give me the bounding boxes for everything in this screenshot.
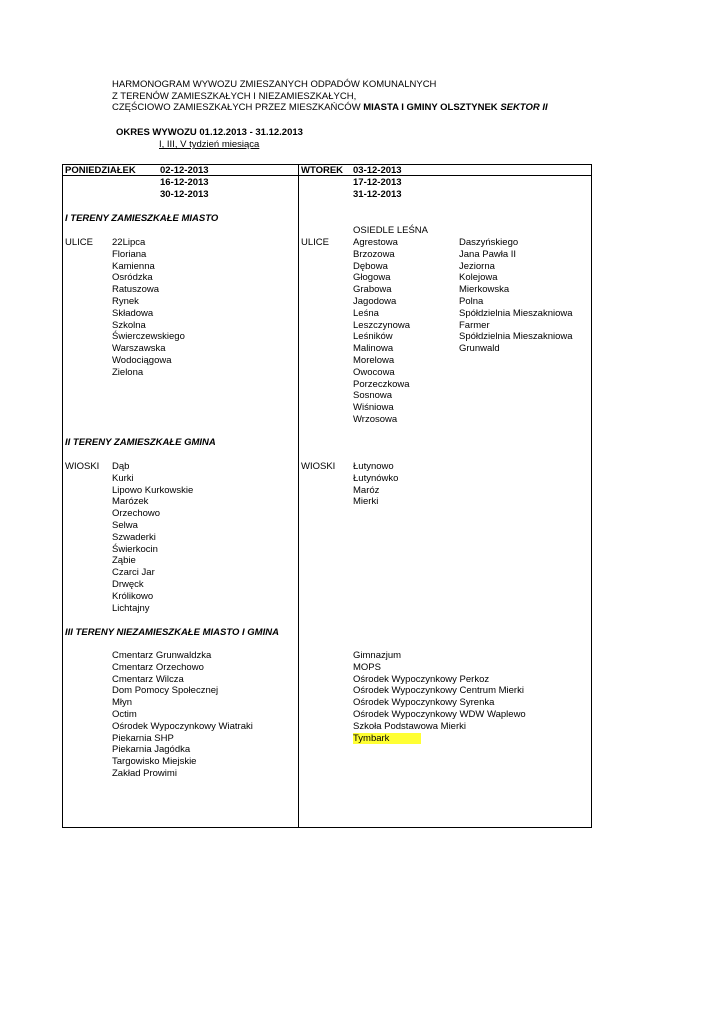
header-line-3-bold: MIASTA I GMINY OLSZTYNEK	[363, 102, 501, 113]
list-item: Królikowo	[112, 590, 154, 602]
list-item: Malinowa	[353, 343, 394, 355]
list-item: Piekarnia SHP	[112, 732, 174, 744]
list-item: Drwęck	[112, 578, 144, 590]
header-line-3	[112, 102, 548, 114]
list-item: Gimnazjum	[353, 650, 402, 661]
right-day-label: WTOREK	[301, 165, 344, 176]
list-item: Ośrodek Wypoczynkowy Centrum Mierki	[353, 685, 524, 697]
list-item: Polna	[459, 295, 484, 307]
list-item: Jana Pawła II	[459, 248, 517, 260]
list-item: Zielona	[112, 366, 144, 378]
highlighted-entry: Tymbark	[353, 733, 421, 744]
left-day-label: PONIEDZIAŁEK	[65, 165, 136, 176]
list-item: Zakład Prowimi	[112, 767, 177, 779]
list-item: Piekarnia Jagódka	[112, 744, 191, 756]
list-item: Osródzka	[112, 272, 153, 284]
list-item: Brzozowa	[353, 248, 395, 260]
left-date: 02-12-2013	[160, 165, 209, 176]
list-item: Ratuszowa	[112, 284, 159, 296]
list-item: Owocowa	[353, 366, 395, 378]
list-item: Szkolna	[112, 319, 146, 331]
list-item: Selwa	[112, 519, 138, 531]
left-date: 30-12-2013	[160, 188, 209, 200]
list-item: Grabowa	[353, 284, 392, 296]
list-item: Lichtajny	[112, 602, 150, 614]
list-item: Kamienna	[112, 260, 155, 272]
list-item: Rynek	[112, 295, 139, 307]
section-1-title: I TERENY ZAMIESZKAŁE MIASTO	[65, 213, 219, 224]
list-item: Czarci Jar	[112, 567, 155, 579]
list-item: Cmentarz Orzechowo	[112, 661, 204, 673]
list-item: Wiśniowa	[353, 402, 394, 414]
list-item: Wodociągowa	[112, 354, 172, 366]
list-item: Dom Pomocy Społecznej	[112, 685, 219, 697]
list-item: MOPS	[353, 661, 381, 673]
list-item: Ośrodek Wypoczynkowy Syrenka	[353, 697, 495, 709]
list-item: Daszyńskiego	[459, 237, 519, 248]
estate-name: OSIEDLE LEŚNA	[353, 225, 428, 236]
header-line-3-sector: SEKTOR II	[500, 102, 548, 113]
list-item: Leśników	[353, 331, 393, 343]
list-item: Mierkowska	[459, 284, 510, 296]
left-villages-list	[112, 461, 193, 614]
list-item: Porzeczkowa	[353, 378, 410, 390]
right-date: 17-12-2013	[353, 176, 402, 188]
list-item: Młyn	[112, 697, 133, 709]
right-villages-label: WIOSKI	[301, 461, 336, 472]
list-item: Leśna	[353, 307, 379, 319]
left-villages-label: WIOSKI	[65, 461, 100, 472]
right-streets-label: ULICE	[301, 237, 329, 248]
list-item: Szwaderki	[112, 531, 156, 543]
list-item: Ząbie	[112, 555, 136, 567]
right-date: 31-12-2013	[353, 188, 402, 200]
list-item	[353, 733, 526, 745]
list-item: Ośrodek Wypoczynkowy Wiatraki	[112, 720, 253, 732]
list-item: Łutynowo	[353, 461, 394, 472]
list-item: Głogowa	[353, 272, 391, 284]
left-dates	[160, 165, 209, 200]
list-item: Targowisko Miejskie	[112, 756, 197, 768]
left-date: 16-12-2013	[160, 176, 209, 188]
header-line-2: Z TERENÓW ZAMIESZKAŁYCH I NIEZAMIESZKAŁYCH,	[112, 91, 357, 102]
list-item: Spółdzielnia Mieszakniowa	[459, 307, 573, 319]
left-streets-list	[112, 237, 185, 379]
list-item: Składowa	[112, 307, 154, 319]
right-dates	[353, 165, 402, 200]
list-item: Morelowa	[353, 354, 395, 366]
collection-period: OKRES WYWOZU 01.12.2013 - 31.12.2013	[116, 127, 303, 138]
right-date: 03-12-2013	[353, 165, 402, 176]
list-item: Jeziorna	[459, 260, 495, 272]
list-item: Dębowa	[353, 260, 388, 272]
section-3-title: III TERENY NIEZAMIESZKAŁE MIASTO I GMINA	[65, 627, 279, 638]
list-item: Mierki	[353, 496, 379, 508]
list-item: Warszawska	[112, 343, 166, 355]
list-item: Sosnowa	[353, 390, 393, 402]
left-nonresidential-list	[112, 650, 253, 780]
header-line-3-plain: CZĘŚCIOWO ZAMIESZKAŁYCH PRZEZ MIESZKAŃCÓW	[112, 102, 364, 113]
list-item: Octim	[112, 708, 137, 720]
right-villages-list	[353, 461, 398, 508]
list-item: Wrzosowa	[353, 413, 398, 425]
list-item: Kurki	[112, 472, 134, 484]
list-item: Farmer	[459, 319, 490, 331]
list-item: Świerkocin	[112, 543, 158, 555]
header-line-1: HARMONOGRAM WYWOZU ZMIESZANYCH ODPADÓW KOMUNALNYCH	[112, 79, 437, 90]
list-item: Spółdzielnia Mieszakniowa	[459, 331, 573, 343]
list-item: Floriana	[112, 248, 147, 260]
list-item: Świerczewskiego	[112, 331, 185, 343]
list-item: Leszczynowa	[353, 319, 411, 331]
list-item: Jagodowa	[353, 295, 397, 307]
collection-weeks: I, III, V tydzień miesiąca	[159, 139, 260, 150]
list-item: Łutynówko	[353, 472, 399, 484]
list-item: Ośrodek Wypoczynkowy WDW Waplewo	[353, 708, 526, 720]
list-item: Szkoła Podstawowa Mierki	[353, 720, 466, 732]
list-item: Kolejowa	[459, 272, 498, 284]
list-item: Grunwald	[459, 343, 500, 355]
right-nonresidential-list	[353, 650, 526, 744]
list-item: Marózek	[112, 496, 149, 508]
right-streets-list-2	[459, 237, 573, 355]
list-item: Maróz	[353, 484, 380, 496]
section-2-title: II TERENY ZAMIESZKAŁE GMINA	[65, 437, 216, 448]
list-item: Ośrodek Wypoczynkowy Perkoz	[353, 673, 490, 685]
list-item: 22Lipca	[112, 237, 146, 248]
left-streets-label: ULICE	[65, 237, 93, 248]
list-item: Orzechowo	[112, 508, 161, 520]
list-item: Cmentarz Wilcza	[112, 673, 184, 685]
list-item: Dąb	[112, 461, 130, 472]
list-item: Cmentarz Grunwaldzka	[112, 650, 212, 661]
list-item: Agrestowa	[353, 237, 398, 248]
column-divider	[298, 164, 299, 828]
right-streets-list-1	[353, 237, 410, 426]
list-item: Lipowo Kurkowskie	[112, 484, 194, 496]
